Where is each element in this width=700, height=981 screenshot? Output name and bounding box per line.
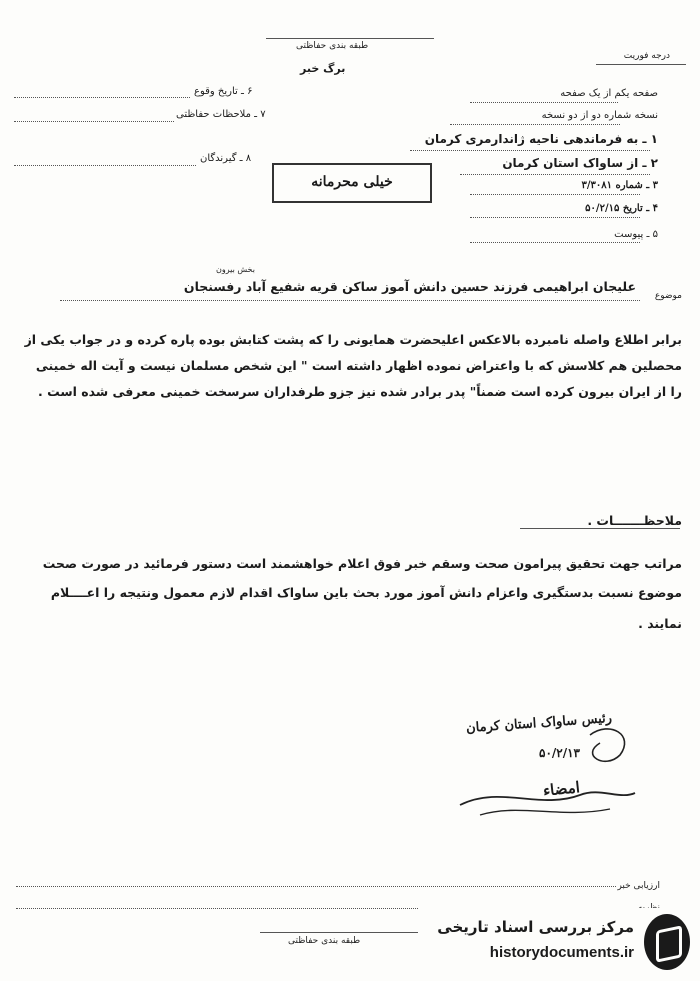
field-date-of-event: ۶ ـ تاریخ وقوع: [194, 86, 253, 97]
subject-annotation: بخش بیرون: [216, 265, 255, 274]
field-date: ۴ ـ تاریخ ۵۰/۲/۱۵: [585, 203, 658, 214]
remarks-line-3: نمایند .: [638, 616, 682, 631]
signature-date: ۵۰/۲/۱۳: [539, 746, 580, 760]
field-from: ۲ ـ از ساواک استان کرمان: [502, 156, 658, 170]
body-line-1: برابر اطلاع واصله نامبرده بالاعکس اعلیحضرت همایونی را که پشت کتابش بوده پاره کرده و در جواب یکی از: [24, 332, 682, 347]
archive-logo-icon: [644, 914, 690, 970]
field-recipients: ۸ ـ گیرندگان: [200, 153, 252, 164]
field-line: [14, 97, 190, 98]
field-line: [410, 150, 650, 151]
remarks-underline: [520, 528, 680, 529]
watermark-site: historydocuments.ir: [489, 944, 634, 961]
classification-bottom: طبقه بندی حفاظتی: [288, 936, 361, 946]
field-number: ۳ ـ شماره ۳/۳۰۸۱: [581, 180, 658, 191]
urgency-label: درجه فوریت: [623, 51, 670, 61]
field-line: [470, 194, 640, 195]
top-divider: [266, 38, 434, 39]
remarks-label: ملاحظـــــــات .: [587, 513, 682, 528]
classification-top: طبقه بندی حفاظتی: [296, 41, 369, 51]
subject-text: علیجان ابراهیمی فرزند حسین دانش آموز ساکن قریه شفیع آباد رفسنجان: [183, 279, 636, 294]
evaluation-label: ارزیابی خبر: [617, 881, 660, 891]
body-line-3: را از ایران بیرون کرده است ضمناً" پدر برادر شده نیز جزو طرفداران سرسخت خمینی معرفی شده است .: [37, 384, 682, 399]
field-line: [470, 217, 640, 218]
signature-scribble: [440, 715, 640, 825]
field-page: صفحه یکم از یک صفحه: [560, 88, 658, 99]
watermark-org: مرکز بررسی اسناد تاریخی: [437, 918, 634, 936]
stamp-text: خیلی محرمانه: [311, 174, 393, 190]
body-line-2: محصلین هم کلاسش که با واعتراض نموده اظهار داشته است " این شخص مسلمان نیست و آیت اله خمینی: [35, 358, 682, 373]
footer-divider: [260, 932, 428, 933]
field-line: [450, 124, 620, 125]
field-line: [470, 102, 618, 103]
remarks-line-2: موضوع نسبت بدستگیری واعزام دانش آموز مورد بحث باین ساواک اقدام لازم معمول ونتیجه را اعــــلام: [50, 585, 682, 600]
signature-line-1: رئیس ساواک استان کرمان: [465, 710, 613, 737]
field-line: [470, 242, 640, 243]
urgency-line: [596, 64, 686, 65]
confidential-stamp: [272, 163, 432, 203]
field-line: [14, 165, 196, 166]
field-attachment: ۵ ـ پیوست: [614, 229, 658, 240]
subject-line: [60, 300, 640, 301]
footer-line: [16, 886, 616, 887]
field-to: ۱ ـ به فرماندهی ناحیه ژاندارمری کرمان: [424, 132, 658, 146]
field-copy-number: نسخه شماره دو از دو نسخه: [541, 110, 658, 121]
form-title: برگ خبر: [300, 62, 346, 75]
remarks-line-1: مراتب جهت تحقیق پیرامون صحت وسقم خبر فوق اعلام خواهشمند است دستور فرمائید در صورت صحت: [42, 556, 682, 571]
subject-label: موضوع: [654, 291, 682, 301]
field-line: [14, 121, 174, 122]
signature-line-3: امضاء: [542, 778, 581, 800]
archive-watermark: [418, 908, 700, 981]
field-line: [460, 174, 650, 175]
field-security-notes: ۷ ـ ملاحظات حفاظتی: [176, 109, 266, 120]
